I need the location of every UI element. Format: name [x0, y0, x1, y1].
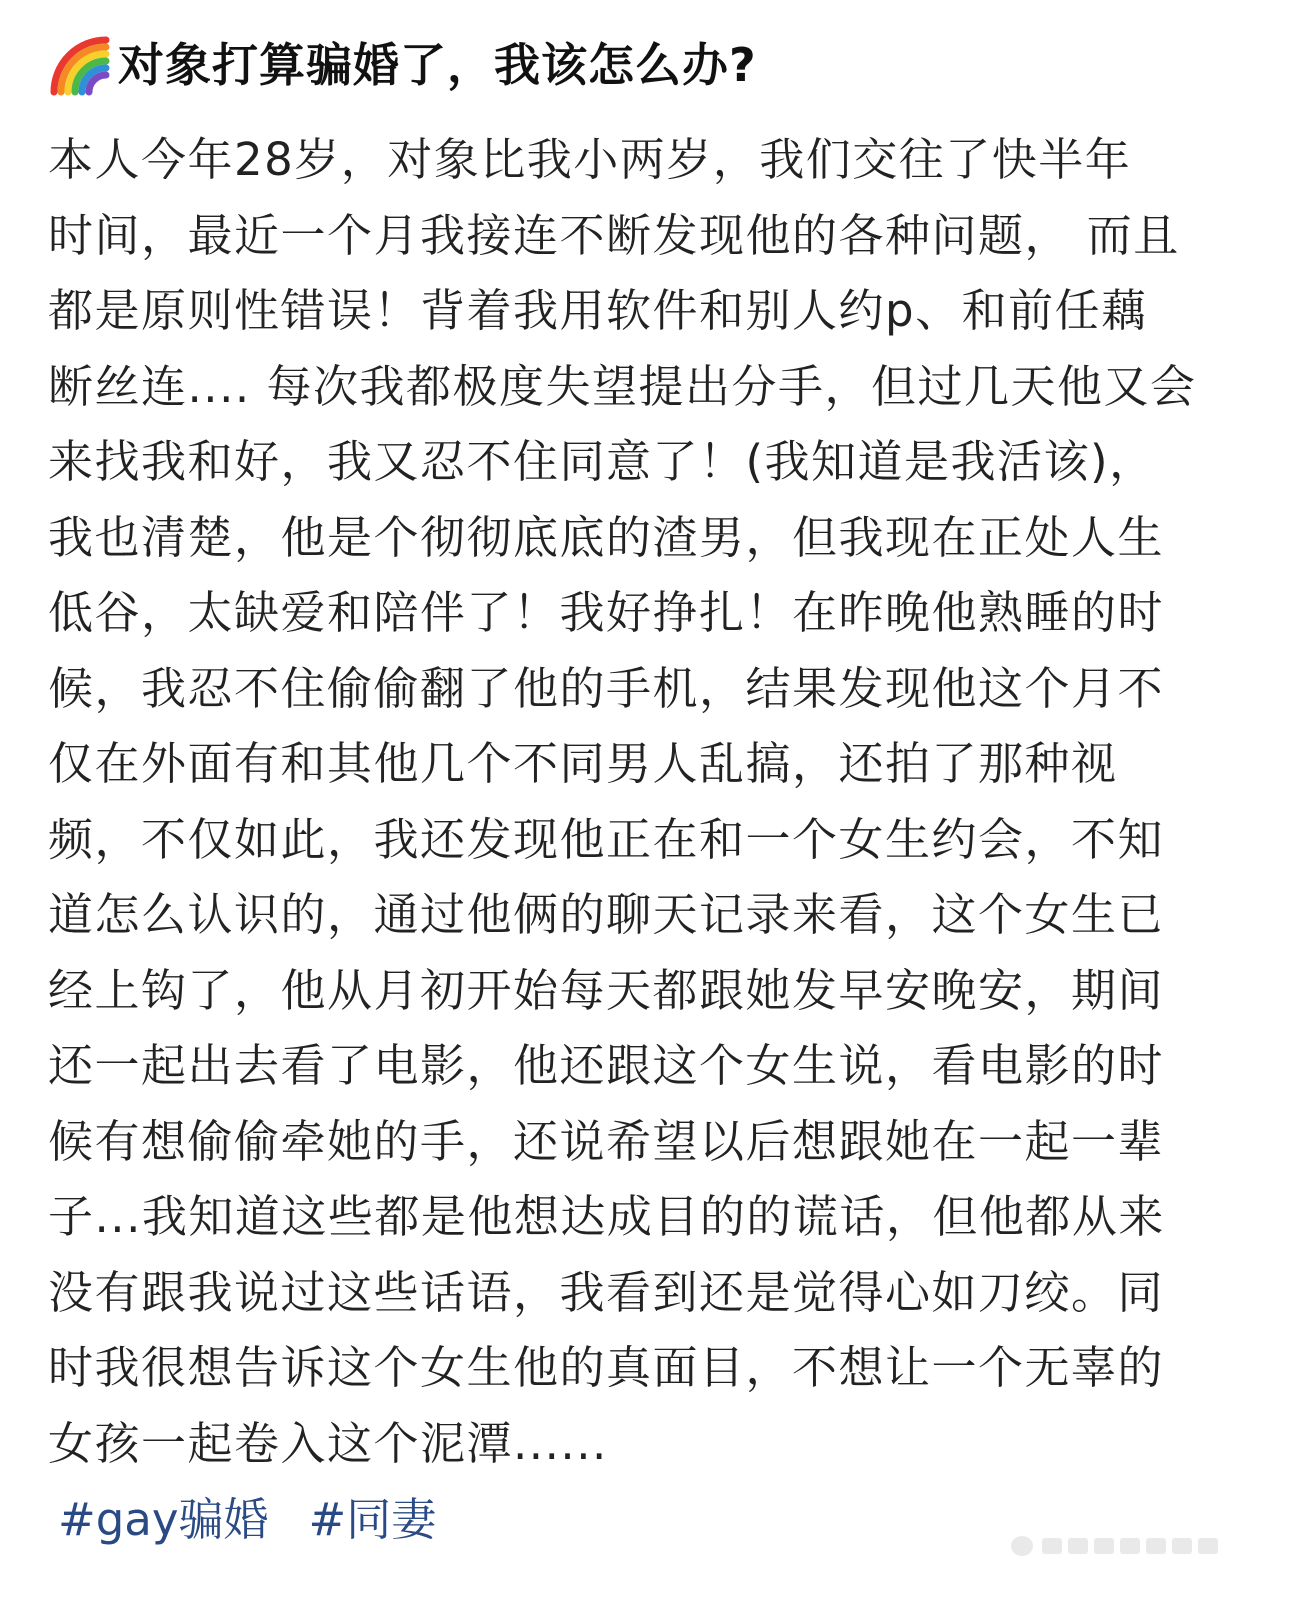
hashtag-list — [58, 1490, 476, 1550]
body-line: 道怎么认识的，通过他俩的聊天记录来看，这个女生已 — [48, 888, 1165, 941]
body-line: 来找我和好，我又忍不住同意了！(我知道是我活该)， — [48, 435, 1156, 488]
body-line: 女孩一起卷入这个泥潭...... — [48, 1416, 608, 1470]
body-line: 本人今年28岁，对象比我小两岁，我们交往了快半年 — [48, 133, 1132, 186]
body-line: 候，我忍不住偷偷翻了他的手机，结果发现他这个月不 — [48, 661, 1165, 715]
post-title: 对象打算骗婚了，我该怎么办? — [118, 38, 757, 92]
body-line: 经上钩了，他从月初开始每天都跟她发早安晚安，期间 — [48, 963, 1165, 1017]
post-title-row — [48, 34, 1248, 96]
watermark-mark — [1008, 1528, 1238, 1564]
hashtag-gay-pianhun[interactable]: #gay骗婚 — [58, 1493, 269, 1546]
post-body — [48, 122, 1248, 1481]
body-line: 断丝连.... 每次我都极度失望提出分手，但过几天他又会 — [48, 359, 1197, 413]
rainbow-icon — [48, 34, 110, 96]
body-line: 候有想偷偷牵她的手，还说希望以后想跟她在一起一辈 — [48, 1114, 1165, 1168]
body-line: 都是原则性错误！背着我用软件和别人约p、和前任藕 — [48, 284, 1148, 337]
body-line: 子...我知道这些都是他想达成目的的谎话，但他都从来 — [48, 1190, 1165, 1243]
body-line: 我也清楚，他是个彻彻底底的渣男，但我现在正处人生 — [48, 510, 1165, 564]
body-line: 低谷，太缺爱和陪伴了！我好挣扎！在昨晚他熟睡的时 — [48, 586, 1165, 639]
body-line: 仅在外面有和其他几个不同男人乱搞，还拍了那种视 — [48, 737, 1118, 790]
body-line: 时间，最近一个月我接连不断发现他的各种问题， 而且 — [48, 208, 1180, 262]
hashtag-tongqi[interactable]: #同妻 — [308, 1493, 437, 1546]
body-line: 频，不仅如此，我还发现他正在和一个女生约会，不知 — [48, 812, 1165, 866]
body-line: 时我很想告诉这个女生他的真面目，不想让一个无辜的 — [48, 1341, 1165, 1394]
body-line: 没有跟我说过这些话语，我看到还是觉得心如刀绞。同 — [48, 1265, 1165, 1319]
body-line: 还一起出去看了电影，他还跟这个女生说，看电影的时 — [48, 1039, 1165, 1092]
